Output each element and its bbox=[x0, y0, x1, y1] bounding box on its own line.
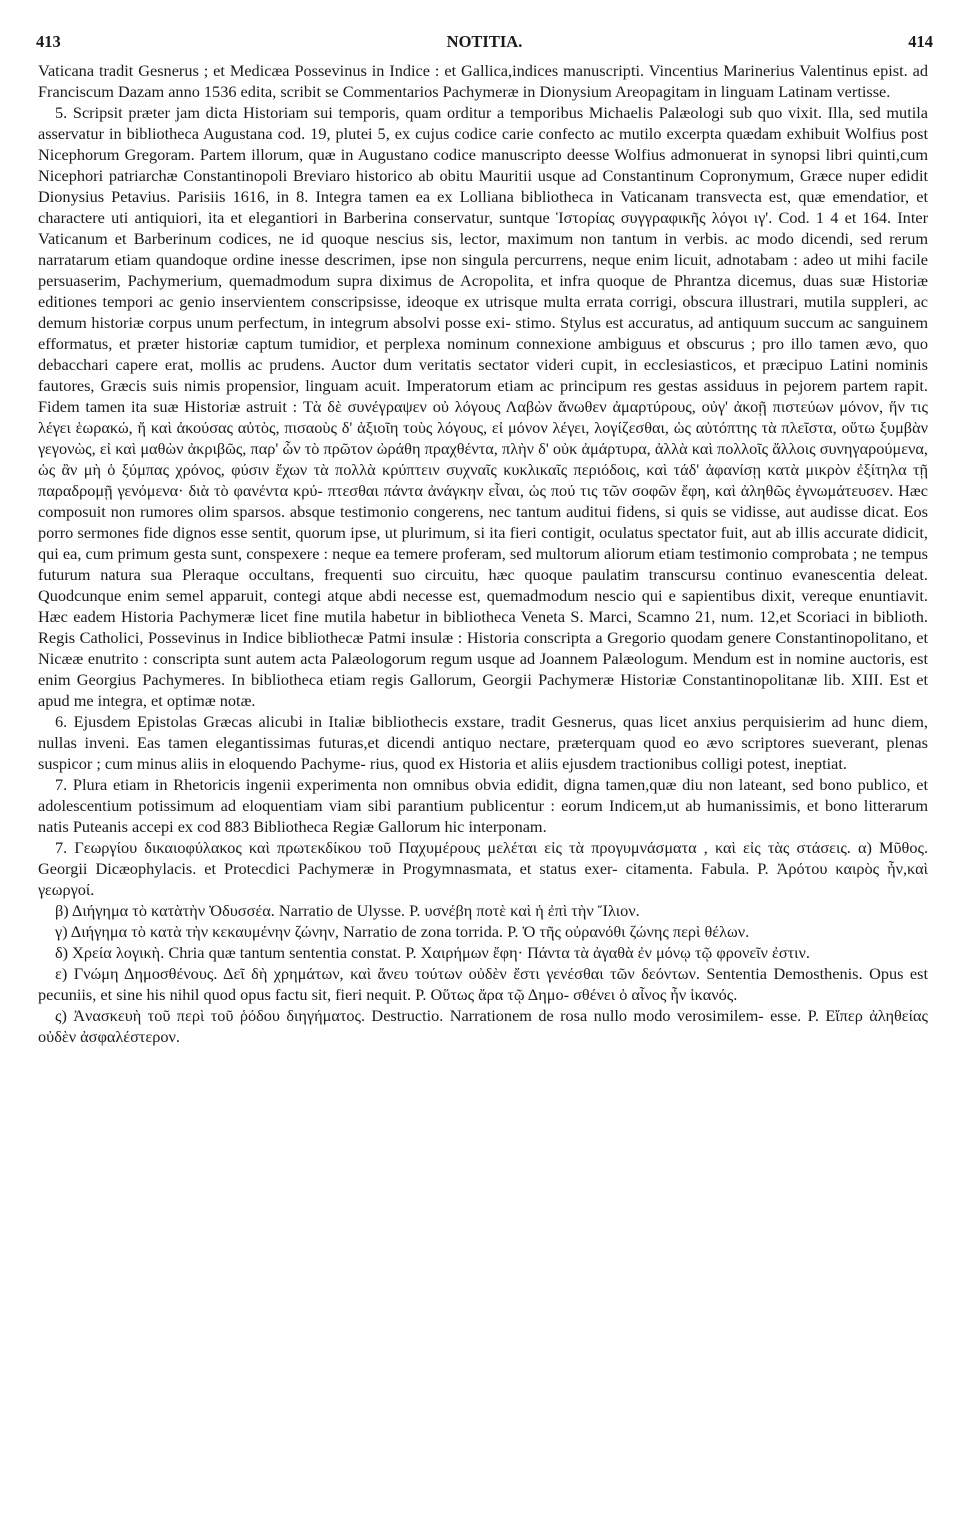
paragraph-p_delta bbox=[38, 942, 928, 963]
text-line: lateant, sed bono publico, et adolescentium potissimum ad eloquentiam viam sibi parantium publicentur : bbox=[38, 775, 928, 815]
text-line: oculatus spectator fuit, aut ab illis accurate didicit, qui ea, cum primum gesta sunt, conspexere : neque ea bbox=[38, 523, 928, 563]
text-line: illorum, quæ in Augustano codice manuscripto deesse Wolfius admonuerat in synopsi libri quinti,cum bbox=[251, 145, 928, 164]
text-line: Regiæ Gallorum hic interponam. bbox=[332, 817, 547, 836]
text-line: σθένει ὁ αἶνος ἦν ἱκανός. bbox=[573, 985, 738, 1004]
text-line: capere erat, mollis ac prudens. Auctor dum veritatis sectator videri cupit, in ecclesiasticos, et præcipuo bbox=[115, 355, 823, 374]
page-number-right: 414 bbox=[908, 32, 933, 51]
text-line: temere proferam, sed multorum aliorum etiam testimonio comprobata ; ne tempus futurum natura sua bbox=[38, 544, 928, 584]
text-line: non rumores olim sparsos. absque testimonio congerens, nec tantum auditui fidens, si quis se vidisse, bbox=[110, 502, 781, 521]
text-line: Nicephori patriarchæ Constantinopoli Breviaro historico ab obitu Mauritii usque ad Constantinum bbox=[38, 166, 694, 185]
text-line: rius, quod ex Historia et aliis ejusdem tractionibus colligi potest, ineptiat. bbox=[369, 754, 847, 773]
text-line: αὐτὸς, πισαοὺς δ' ἀξιοῖη τοὺς λόγους, εἰ μόνον λέγει, λογίζεσθαι, ὡς αὐτόπτης τὰ πλεῖστα, οὕτω ξυμβὰν bbox=[237, 418, 928, 437]
text-line: stimo. Stylus est accuratus, ad antiquum succum ac sanguinem efformatus, et præter historiæ captum bbox=[38, 313, 928, 353]
text-line: λόγους Λαβὼν ἄνωθεν ἀμαρτύρους, οὐγ' ἀκοῇ πιστεύων μόνον, ἥν τις λέγει ἑωρακώ, ἤ καὶ ἀκούσας bbox=[38, 397, 928, 437]
text-line: Quodcunque enim semel apparuit, contegi atque abdi necesse est, quemadmodum nescio qui e sapientibus bbox=[38, 586, 756, 605]
text-line: 5. Scripsit præter jam dicta Historiam sui temporis, quam orditur a temporibus Michaelis Palæologi bbox=[55, 103, 724, 122]
text-line: carie confecto ac mutilo excerpta quædam exhibuit Wolfius post Nicephorum Gregoram. Partem bbox=[38, 124, 928, 164]
page-number-left: 413 bbox=[36, 32, 61, 51]
text-line: Marinerius Valentinus epist. ad Franciscum Dazam anno 1536 edita, scribit se Commentarios Pachymeræ bbox=[38, 61, 929, 101]
text-line: β) Διήγημα τὸ κατὰτὴν Ὀδυσσέα. Narratio de Ulysse. P. υσνέβη ποτὲ καὶ ἡ ἐπὶ τὴν Ἴλιον. bbox=[55, 901, 640, 920]
text-line: Pleraque occultans, frequenti suo circuitu, hæc quoque paulatim transcursu continuo evanescentia deleat. bbox=[182, 565, 928, 584]
text-line: editiones tempori ac genio inservientem conscripsisse, ideoque ex utrisque multa errata corrigi, obscura bbox=[38, 292, 734, 311]
paragraph-p_intro bbox=[38, 60, 928, 102]
text-line: 6. Ejusdem Epistolas Græcas alicubi in Italiæ bibliothecis exstare, tradit Gesnerus, quas licet anxius bbox=[55, 712, 737, 731]
text-line: singula percurrens, neque enim licuit, adnotabam : adeo ut mihi facile persuaserim, Pachymerium, bbox=[38, 250, 929, 290]
text-line: dixit, vereque enuntiavit. Hæc eadem Historia Pachymeræ licet fine mutila habetur in bibliotheca Veneta bbox=[38, 586, 928, 626]
text-line: illustrari, mutila suppleri, ac demum historiæ corpus unum perfectum, in integrum absolvi posse exi- bbox=[38, 292, 928, 332]
text-line: 7. Plura etiam in Rhetoricis ingenii experimenta non omnibus obvia edidit, digna tamen,quæ diu non bbox=[55, 775, 734, 794]
text-line: conscripta sunt autem acta Palæologorum regum usque ad Joannem Palæologum. Mendum est in nomine bbox=[152, 649, 845, 668]
text-line: καὶ πολλοῖς ἄλλοις συνηγαρούμενα, ὡς ἂν μὴ ὁ ξύμπας χρόνος, φύσιν ἔχων τὰ πολλὰ κρύπτειν συχναῖς bbox=[38, 439, 928, 479]
text-line: eorum Indicem,ut ab humanissimis, et bono litterarum natis Puteanis accepi ex cod 883 Bibliotheca bbox=[38, 796, 928, 836]
text-line: res gestas assiduus in pejorem partem rapit. Fidem tamen ita suæ Historiæ astruit : Τὰ δὲ συνέγραψεν οὐ bbox=[38, 376, 928, 416]
text-line: Vaticana tradit Gesnerus ; et Medicæa Possevinus in Indice : et Gallica,indices manuscripti. Vincentius bbox=[38, 61, 719, 80]
paragraph-p6 bbox=[38, 711, 928, 774]
text-line: φρονεῖν ἐστιν. bbox=[716, 943, 810, 962]
text-line: Patmi insulæ : Historia conscripta a Gregorio quodam genere Constantinopolitano, et Nicææ enutrito : bbox=[38, 628, 928, 668]
text-line: θέλων. bbox=[704, 922, 750, 941]
text-line: γεγονὼς, εἰ καὶ μαθὼν ἀκριβῶς, παρ' ὧν τὸ πρῶτον ὠράθη πραχθέντα, πλὴν δ' οὐκ ἀμάρτυρα, ἀλλὰ bbox=[38, 439, 688, 458]
text-line: aut audisse dicat. Eos porro sermones fide dignos esse sentit, quorum ipse, ut plurimum, si ita fieri contigit, bbox=[38, 502, 928, 542]
paragraph-p_beta bbox=[38, 900, 928, 921]
text-line: verbis. ac modo dicendi, sed rerum narratarum etiam quandoque ordine inesse descrimen, ipse non bbox=[38, 229, 928, 269]
text-line: Historiæ Constantinopolitanæ lib. XIII. Est et apud me integra, et optimæ notæ. bbox=[38, 670, 928, 710]
text-line: sub quo vixit. Illa, sed mutila asservatur in bibliotheca Augustana cod. 19, plutei 5, ex cujus codice bbox=[38, 103, 928, 143]
page-header bbox=[36, 32, 933, 56]
text-line: ε) Γνώμη Δημοσθένους. Δεῖ δὴ χρημάτων, καὶ ἄνευ τούτων οὐδὲν ἔστι γενέσθαι τῶν δεόντων. Sententia bbox=[55, 964, 768, 983]
text-line: Lolliana bibliotheca in Vaticanam transvecta est, quæ emendatior, et charactere uti antiquiori, bbox=[38, 187, 928, 227]
text-line: Copronymum, Græce nuper edidit Dionysius Petavius. Parisiis 1616, in 8. Integra tamen ea ex bbox=[38, 166, 928, 206]
text-line: S. Marci, Scamno 21, num. 12,et Scoriaci in biblioth. Regis Catholici, Possevinus in Indice bibliothecæ bbox=[38, 607, 928, 647]
paragraph-p5 bbox=[38, 102, 928, 711]
text-line: ita et elegantiori in Barberina conservatur, suntque Ἱστορίας συγγραφικῆς λόγοι ιγ'. Cod. 1 4 et 164. bbox=[208, 208, 892, 227]
text-line: in Dionysium Areopagitam in linguam Latinam vertisse. bbox=[522, 82, 891, 101]
text-line: ς) Ἀνασκευὴ τοῦ περὶ τοῦ ῥόδου διηγήματος. Destructio. Narrationem de rosa nullo modo verosimilem- bbox=[55, 1006, 764, 1025]
text-line: Inter Vaticanum et Barberinum codices, ne id quoque nescius sis, lector, maximum non tantum in bbox=[38, 208, 928, 248]
text-line: auctoris, est enim Georgius Pachymeres. In bibliotheca etiam regis Gallorum, Georgii Pachymeræ bbox=[38, 649, 928, 689]
paragraph-p_epsilon bbox=[38, 963, 928, 1005]
running-title: NOTITIA. bbox=[446, 32, 523, 51]
text-line: πτεσθαι πάντα ἀνάγκην εἶναι, ὡς πού τις τῶν σοφῶν ἔφη, καὶ ἀληθῶς ἐγνωμάτευσεν. Hæc composuit bbox=[38, 481, 928, 521]
body-text bbox=[38, 60, 928, 1047]
text-line: 7. Γεωργίου δικαιοφύλακος καὶ πρωτεκδίκου τοῦ Παχυμέρους μελέται εἰς τὰ προγυμνάσματα , καὶ εἰς bbox=[55, 838, 761, 857]
text-line: δ) Χρεία λογικὴ. Chria quæ tantum sententia constat. P. Χαιρήμων ἔφη· Πάντα τὰ ἀγαθὰ ἐν μόνῳ τῷ bbox=[55, 943, 713, 962]
text-line: citamenta. Fabula. P. Ἀρότου καιρὸς ἦν,καὶ γεωργοί. bbox=[38, 859, 928, 899]
paragraph-p7b bbox=[38, 837, 928, 900]
paragraph-p_stigma bbox=[38, 1005, 928, 1047]
text-line: esse. P. Εἴπερ ἀληθείας οὐδὲν ἀσφαλέστερον. bbox=[38, 1006, 928, 1046]
text-line: γ) Διήγημα τὸ κατὰ τὴν κεκαυμένην ζώνην, Narratio de zona torrida. P. Ὁ τῆς οὐρανόθι ζώνης περὶ bbox=[55, 922, 701, 941]
text-line: quemadmodum supra diximus de Acropolita, et infra quoque de Phrantza dicemus, duas suæ Historiæ bbox=[229, 271, 928, 290]
paragraph-p7a bbox=[38, 774, 928, 837]
text-line: Latini nominis fautores, Græcis suis nimis propensior, linguam acuit. Imperatorum etiam ac principum bbox=[38, 355, 928, 395]
text-line: perquisierim ad hunc diem, nullas inveni. Eas tamen elegantissimas futuras,et dicendi antiquo nectare, bbox=[38, 712, 929, 752]
text-line: tumidior, et perplexa nominum connexione ambiguus et obscurus ; pro illo tamen ævo, quo debacchari bbox=[38, 334, 928, 374]
text-line: Demosthenis. Opus est pecuniis, et sine his nihil quod opus factu sit, fieri nequit. P. Οὕτως ἄρα τῷ Δημο- bbox=[38, 964, 929, 1004]
text-line: τὰς στάσεις. α) Μῦθος. Georgii Dicæophylacis. et Protecdici Pachymeræ in Progymnasmata, et status exer- bbox=[38, 838, 929, 878]
text-line: κυκλικαῖς περιόδοις, καὶ τάδ' ἀφανίσῃ κατὰ μικρὸν ἐξίτηλα τῇ παραδρομῇ γενόμενα· διὰ τὸ φανέντα κρύ- bbox=[38, 460, 929, 500]
paragraph-p_gamma bbox=[38, 921, 928, 942]
text-line: præterquam quod eo ævo scriptores sueverant, plenas suspicor ; cum minus aliis in eloquendo Pachyme- bbox=[38, 733, 928, 773]
